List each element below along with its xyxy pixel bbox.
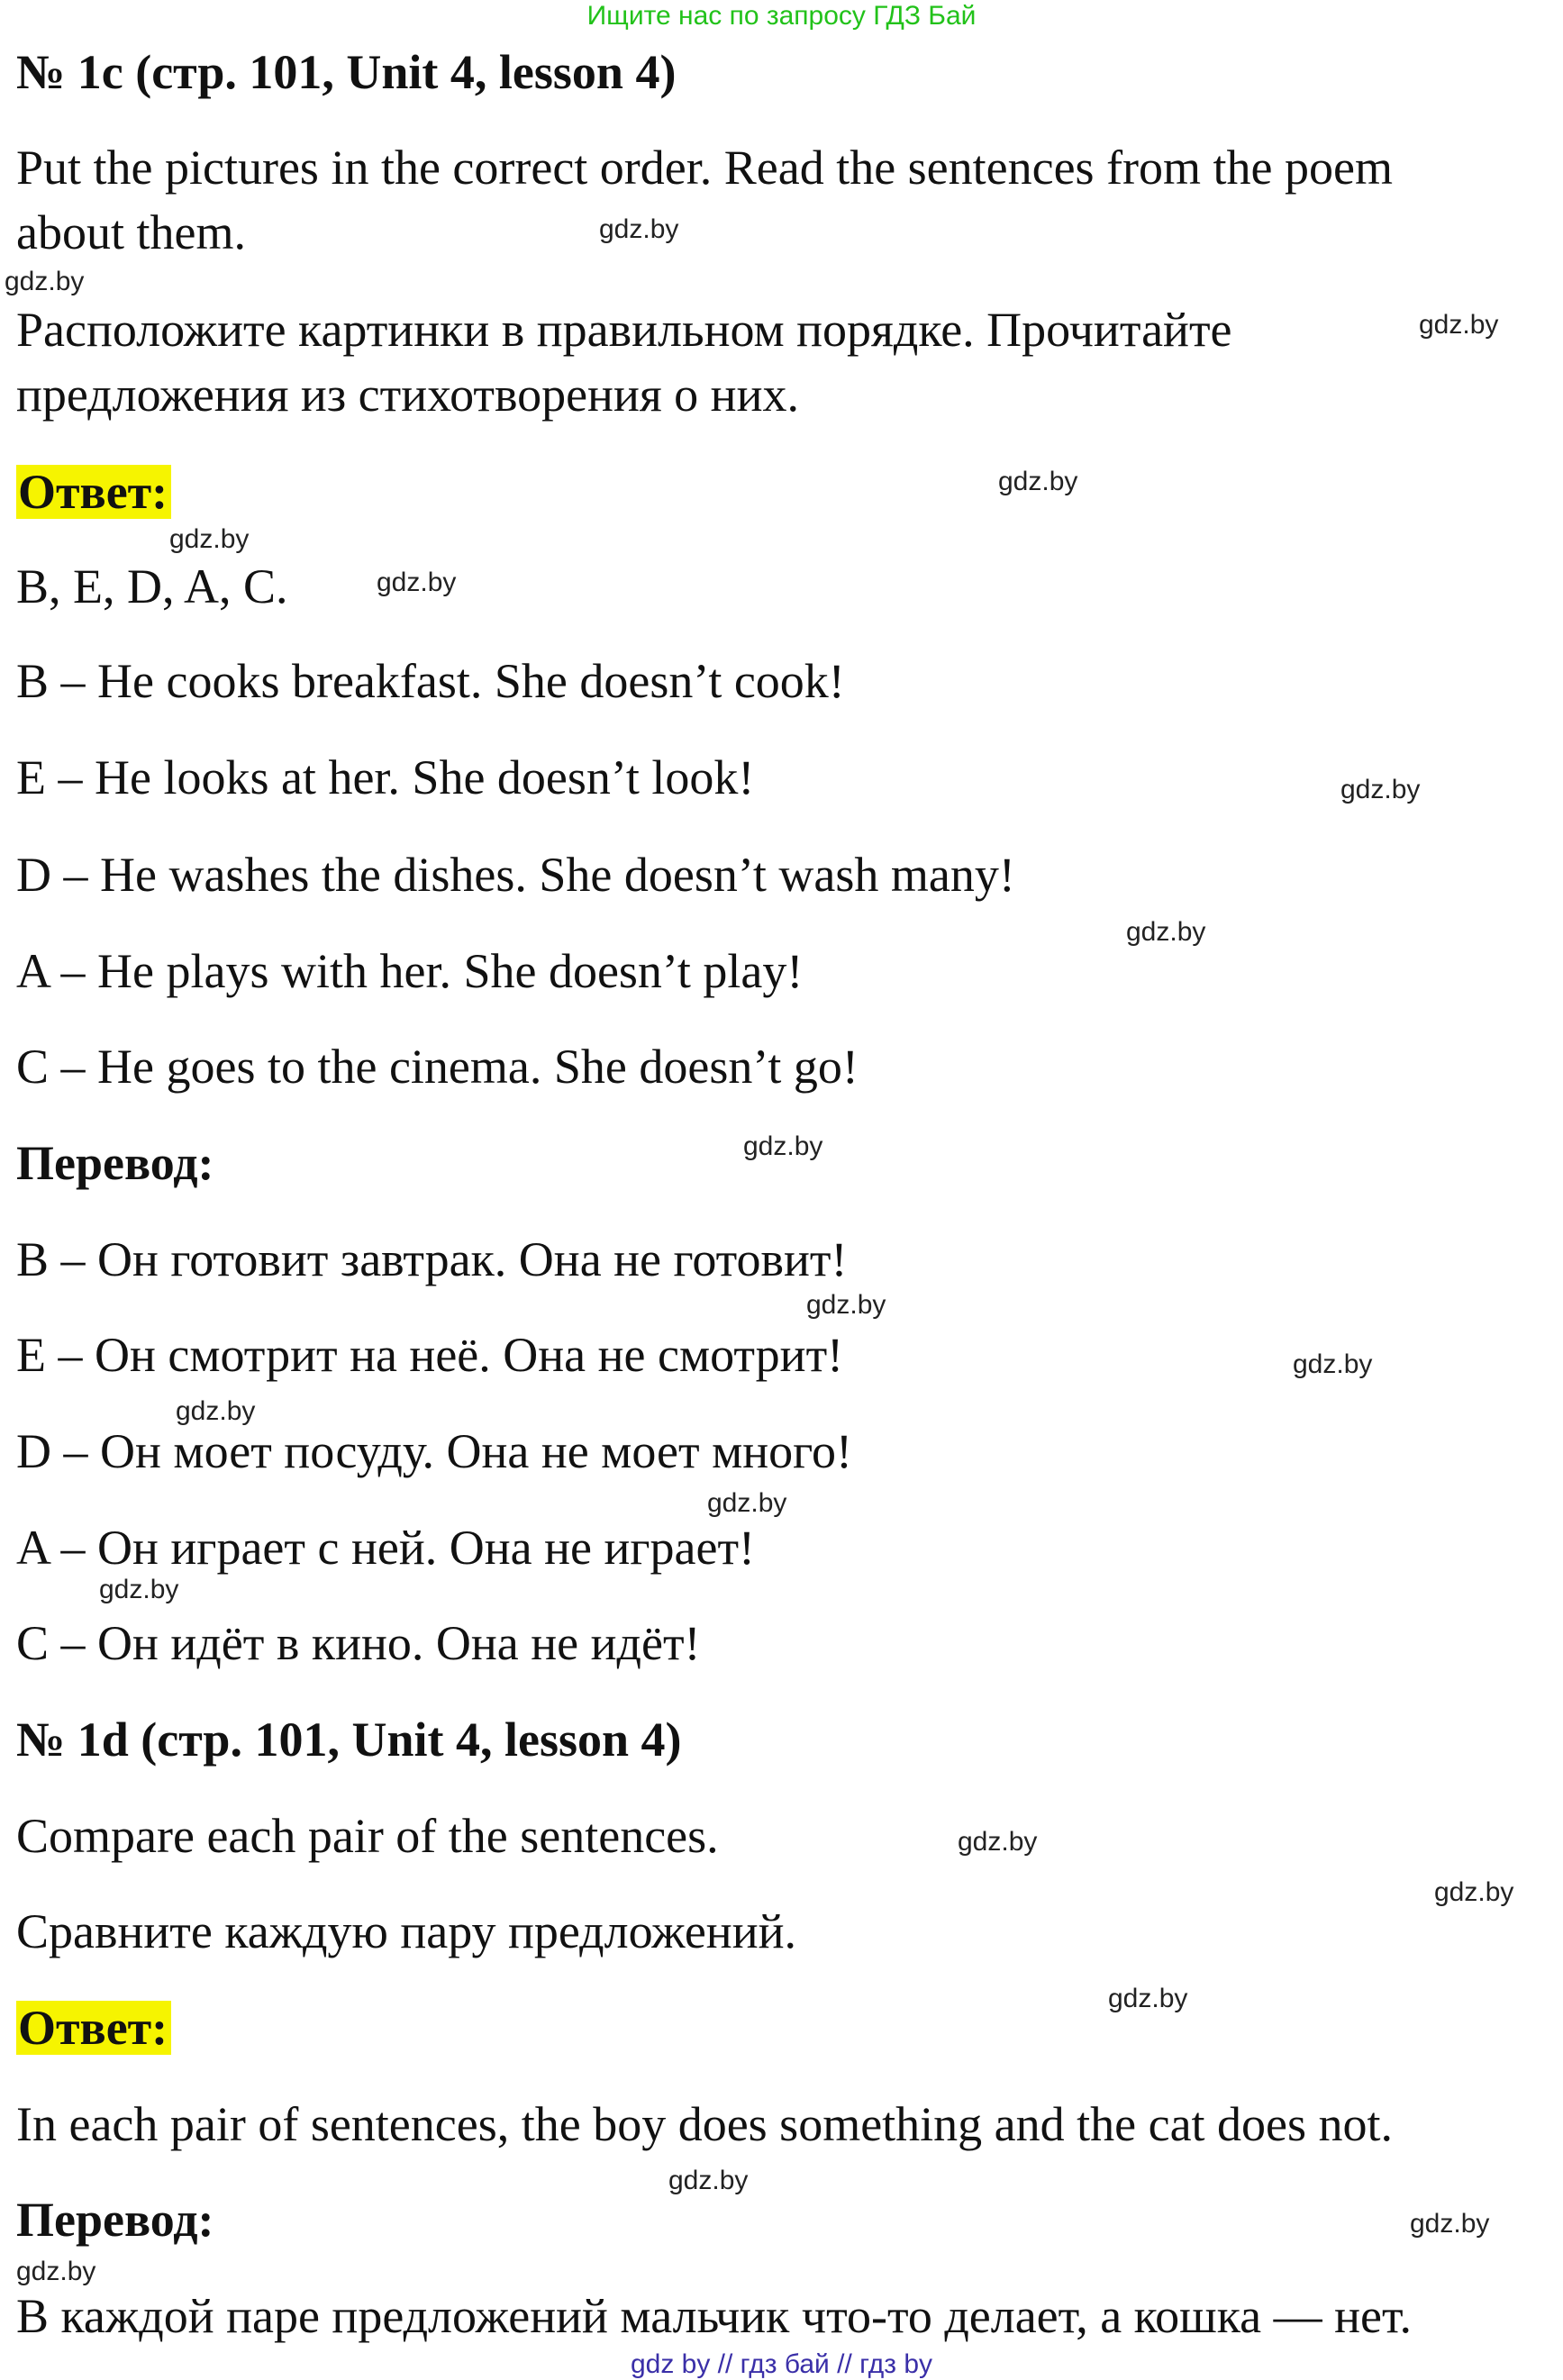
- answer-line: E – He looks at her. She doesn’t look!: [16, 750, 755, 804]
- watermark: gdz.by: [668, 2166, 749, 2195]
- translation-line: B – Он готовит завтрак. Она не готовит!: [16, 1232, 848, 1286]
- answer-label: [16, 1995, 171, 2060]
- watermark: gdz.by: [958, 1827, 1038, 1857]
- watermark: gdz.by: [1410, 2209, 1490, 2239]
- watermark: gdz.by: [1434, 1877, 1514, 1907]
- translation-line: D – Он моет посуду. Она не моет много!: [16, 1424, 852, 1478]
- answer-label-text: Ответ:: [16, 2001, 171, 2055]
- watermark: gdz.by: [169, 524, 250, 554]
- watermark: gdz.by: [16, 2257, 96, 2286]
- top-banner: Ищите нас по запросу ГДЗ Бай: [586, 1, 977, 31]
- watermark: gdz.by: [743, 1131, 823, 1161]
- translation-line: A – Он играет с ней. Она не играет!: [16, 1521, 756, 1575]
- watermark: gdz.by: [5, 267, 85, 296]
- watermark: gdz.by: [707, 1488, 787, 1518]
- answer-line: D – He washes the dishes. She doesn’t wash many!: [16, 848, 1015, 902]
- watermark: gdz.by: [1108, 1984, 1188, 2013]
- watermark: gdz.by: [806, 1290, 886, 1320]
- task-en-line: Compare each pair of the sentences.: [16, 1809, 719, 1863]
- watermark: gdz.by: [599, 214, 679, 244]
- answer-line: A – He plays with her. She doesn’t play!: [16, 944, 804, 998]
- answer-line: B – He cooks breakfast. She doesn’t cook!: [16, 654, 845, 708]
- task-en-line-1: Put the pictures in the correct order. Read the sentences from the poem: [16, 141, 1393, 195]
- watermark: gdz.by: [1419, 310, 1499, 340]
- translation-line: E – Он смотрит на неё. Она не смотрит!: [16, 1328, 844, 1382]
- watermark: gdz.by: [998, 467, 1078, 496]
- watermark: gdz.by: [1293, 1349, 1373, 1379]
- watermark: gdz.by: [377, 568, 457, 597]
- answer-line: C – He goes to the cinema. She doesn’t go!: [16, 1040, 859, 1094]
- task-ru-line: Сравните каждую пару предложений.: [16, 1904, 797, 1958]
- task-en-line-2: about them.: [16, 205, 246, 259]
- watermark: gdz.by: [99, 1575, 179, 1604]
- translation-label: Перевод:: [16, 2193, 214, 2247]
- translation-label: Перевод:: [16, 1136, 214, 1190]
- task-ru-line-2: предложения из стихотворения о них.: [16, 368, 799, 422]
- watermark: gdz.by: [1126, 917, 1206, 947]
- footer-links: gdz by // гдз бай // гдз by: [630, 2349, 933, 2379]
- exercise-1d-heading: № 1d (стр. 101, Unit 4, lesson 4): [16, 1712, 682, 1767]
- answer-label-text: Ответ:: [16, 465, 171, 519]
- answer-label: [16, 459, 171, 524]
- answer-line: In each pair of sentences, the boy does something and the cat does not.: [16, 2097, 1394, 2151]
- answer-order: B, E, D, A, C.: [16, 559, 288, 613]
- translation-line: C – Он идёт в кино. Она не идёт!: [16, 1616, 701, 1670]
- translation-line: В каждой паре предложений мальчик что-то делает, а кошка — нет.: [16, 2289, 1413, 2343]
- watermark: gdz.by: [1340, 775, 1421, 804]
- task-ru-line-1: Расположите картинки в правильном порядке. Прочитайте: [16, 303, 1232, 357]
- watermark: gdz.by: [176, 1396, 256, 1426]
- exercise-1c-heading: № 1с (стр. 101, Unit 4, lesson 4): [16, 45, 677, 99]
